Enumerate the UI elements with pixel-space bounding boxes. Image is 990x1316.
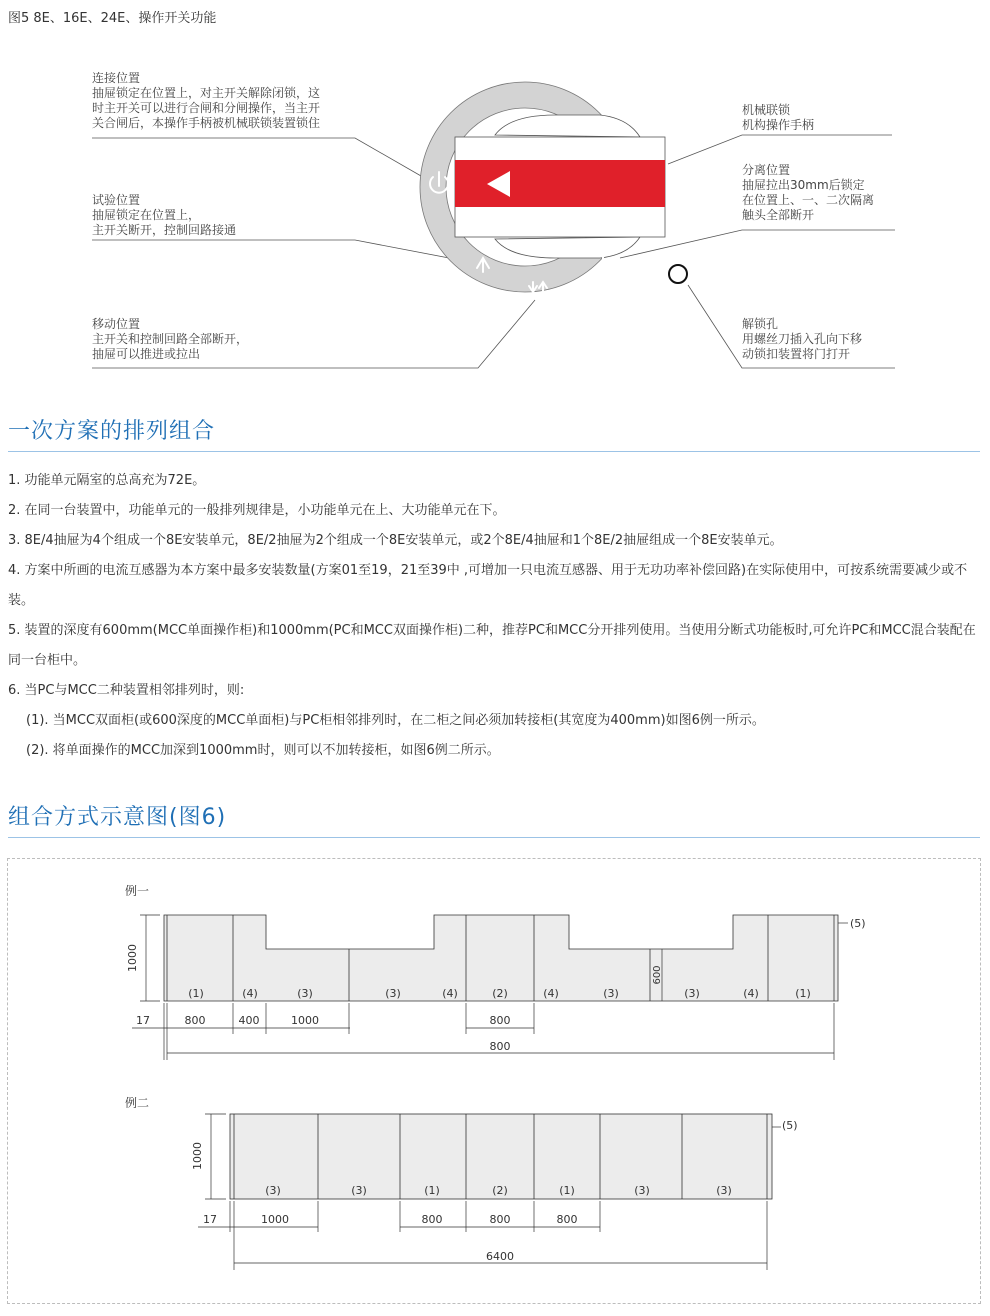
section-title-combination: 组合方式示意图(图6): [8, 805, 227, 830]
dimension-label: 800: [489, 1014, 511, 1027]
cabinet-label: (2): [492, 987, 508, 1000]
cabinet-label: (4): [442, 987, 458, 1000]
dimension-label: 800: [184, 1014, 206, 1027]
figure5-caption: 图5 8E、16E、24E、操作开关功能: [8, 11, 217, 26]
cabinet-label: (1): [559, 1184, 575, 1197]
dimension-label: 800: [489, 1213, 511, 1226]
example2-label: 例二: [125, 1096, 150, 1110]
cabinet-label: (3): [684, 987, 700, 1000]
callout-connect-position: 连接位置 抽屉锁定在位置上，对主开关解除闭锁，这 时主开关可以进行合闸和分闸操作，当主开 关合闸后，本操作手柄被机械联锁装置锁住: [92, 71, 321, 130]
cabinet-label: (3): [351, 1184, 367, 1197]
list-item: 6. 当PC与MCC二种装置相邻排列时，则:: [8, 683, 245, 698]
cabinet-label: (4): [543, 987, 559, 1000]
dimension-label: 17: [203, 1213, 217, 1226]
dimension-label: 800: [556, 1213, 578, 1226]
dimension-label: 1000: [261, 1213, 289, 1226]
cabinet-label: (3): [716, 1184, 732, 1197]
total-dimension: 6400: [486, 1250, 514, 1263]
cabinet-label: (1): [188, 987, 204, 1000]
example1-label: 例一: [125, 884, 150, 898]
inner-height-dimension: 600: [652, 965, 663, 985]
cabinet-label: (1): [795, 987, 811, 1000]
list-item: 2. 在同一台装置中，功能单元的一般排列规律是，小功能单元在上、大功能单元在下。: [8, 503, 506, 518]
list-item: 4. 方案中所画的电流互感器为本方案中最多安装数量(方案01至19，21至39中 ,可增加一只电流互感器、用于无功功率补偿回路)在实际使用中，可按系统需要减少或不装。: [8, 563, 968, 608]
height-dimension: 1000: [126, 944, 139, 972]
list-subitem: (2). 将单面操作的MCC加深到1000mm时，则可以不加转接柜，如图6例二所示。: [26, 743, 500, 758]
end-panel-label: (5): [850, 917, 866, 930]
cabinet-label: (3): [603, 987, 619, 1000]
dimension-label: 400: [238, 1014, 260, 1027]
cabinet-label: (4): [242, 987, 258, 1000]
cabinet-label: (4): [743, 987, 759, 1000]
dimension-label: 1000: [291, 1014, 319, 1027]
list-item: 5. 装置的深度有600mm(MCC单面操作柜)和1000mm(PC和MCC双面操作柜)二种，推荐PC和MCC分开排列使用。当使用分断式功能板时,可允许PC和MCC混合装配在同一台柜中。: [8, 623, 976, 668]
height-dimension: 1000: [191, 1142, 204, 1170]
dimension-label: 17: [136, 1014, 150, 1027]
list-subitem: (1). 当MCC双面柜(或600深度的MCC单面柜)与PC柜相邻排列时，在二柜之间必须加转接柜(其宽度为400mm)如图6例一所示。: [26, 713, 765, 728]
callout-test-position: 试验位置 抽屉锁定在位置上， 主开关断开，控制回路接通: [92, 193, 237, 237]
dimension-label: 800: [421, 1213, 443, 1226]
callout-mechanical-interlock: 机械联锁 机构操作手柄: [742, 103, 815, 132]
list-item: 1. 功能单元隔室的总高充为72E。: [8, 473, 206, 488]
section-title-arrangement: 一次方案的排列组合: [8, 419, 216, 444]
cabinet-label: (3): [297, 987, 313, 1000]
list-item: 3. 8E/4抽屉为4个组成一个8E安装单元，8E/2抽屉为2个组成一个8E安装单元，或2个8E/4抽屉和1个8E/2抽屉组成一个8E安装单元。: [8, 533, 783, 548]
end-panel-label: (5): [782, 1119, 798, 1132]
callout-separate-position: 分离位置 抽屉拉出30mm后锁定 在位置上、一、二次隔离 触头全部断开: [742, 163, 875, 222]
callout-move-position: 移动位置 主开关和控制回路全部断开， 抽屉可以推进或拉出: [92, 317, 249, 361]
cabinet-label: (2): [492, 1184, 508, 1197]
callout-unlock-hole: 解锁孔 用螺丝刀插入孔向下移 动锁扣装置将门打开: [742, 317, 863, 361]
cabinet-label: (1): [424, 1184, 440, 1197]
total-dimension: 800: [489, 1040, 511, 1053]
cabinet-label: (3): [385, 987, 401, 1000]
cabinet-label: (3): [265, 1184, 281, 1197]
cabinet-label: (3): [634, 1184, 650, 1197]
